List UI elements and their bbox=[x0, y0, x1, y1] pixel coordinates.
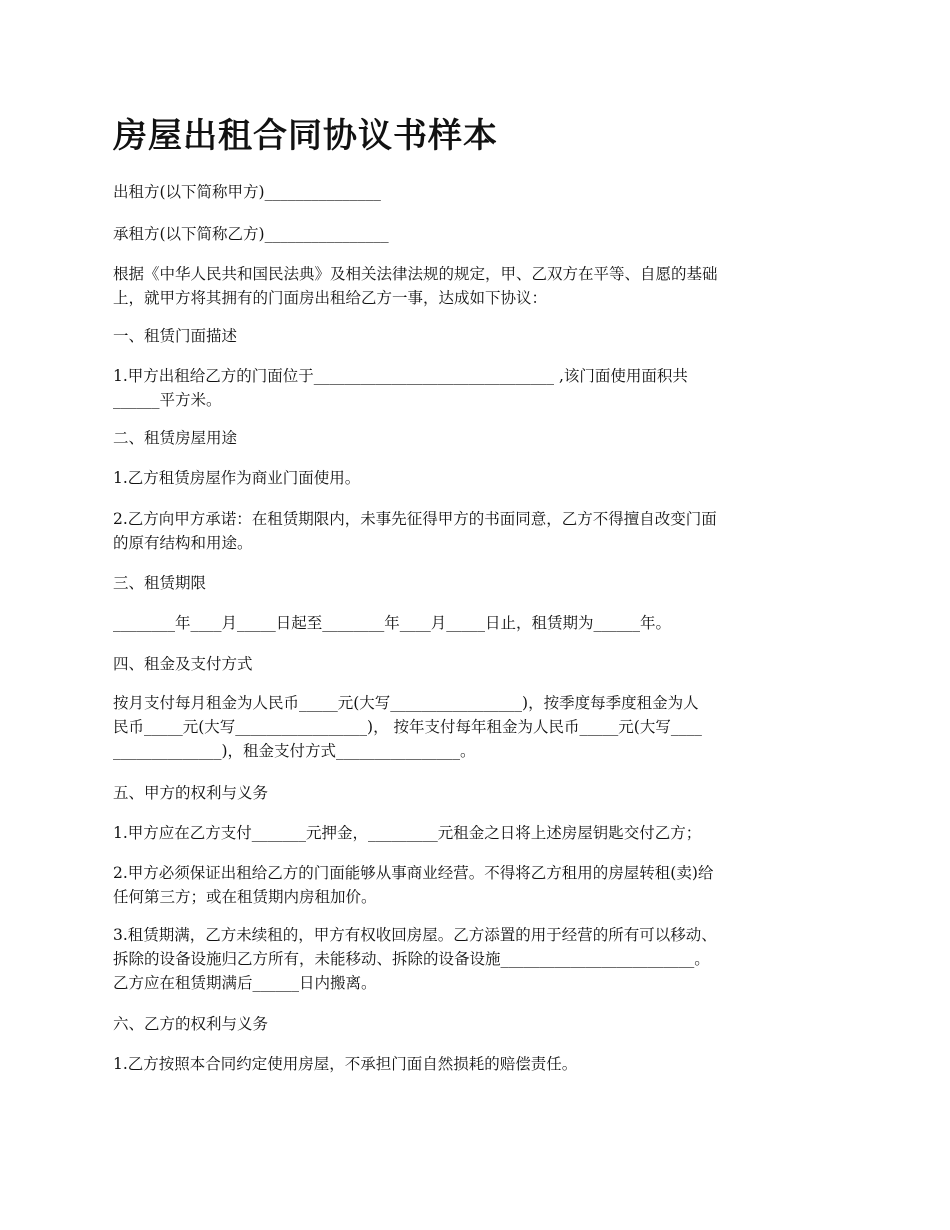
line: 六、乙方的权利与义务 bbox=[113, 1015, 269, 1033]
line: 1.乙方租赁房屋作为商业门面使用。 bbox=[113, 469, 361, 487]
section-heading-6 bbox=[113, 1012, 840, 1036]
line: 3.租赁期满，乙方未续租的，甲方有权收回房屋。乙方添置的用于经营的所有可以移动、 bbox=[113, 926, 717, 944]
paragraph-3-1 bbox=[113, 611, 840, 635]
line: 按月支付每月租金为人民币_____元(大写_________________)，按季度每季度租金为人 bbox=[113, 694, 699, 712]
paragraph-5-3 bbox=[113, 923, 840, 995]
line: 三、租赁期限 bbox=[113, 574, 207, 592]
paragraph-2-2 bbox=[113, 507, 840, 555]
paragraph-1-1 bbox=[113, 364, 840, 412]
paragraph-lessee bbox=[113, 222, 840, 246]
line: 2.甲方必须保证出租给乙方的门面能够从事商业经营。不得将乙方租用的房屋转租(卖)给 bbox=[113, 864, 714, 882]
line: 上，就甲方将其拥有的门面房出租给乙方一事，达成如下协议： bbox=[113, 289, 548, 307]
line: 任何第三方；或在租赁期内房租加价。 bbox=[113, 888, 377, 906]
line: 乙方应在租赁期满后______日内搬离。 bbox=[113, 974, 377, 992]
paragraph-2-1 bbox=[113, 466, 840, 490]
line: 承租方(以下简称乙方)________________ bbox=[113, 225, 389, 243]
line: 拆除的设备设施归乙方所有，未能移动、拆除的设备设施_________________________。 bbox=[113, 950, 710, 968]
line: 2.乙方向甲方承诺：在租赁期限内，未事先征得甲方的书面同意，乙方不得擅自改变门面 bbox=[113, 510, 717, 528]
line: ________年____月_____日起至________年____月_____日止，租赁期为______年。 bbox=[113, 614, 672, 632]
section-heading-4 bbox=[113, 652, 840, 676]
line: 五、甲方的权利与义务 bbox=[113, 784, 269, 802]
line: ______平方米。 bbox=[113, 391, 222, 409]
paragraph-5-2 bbox=[113, 861, 840, 909]
line: 1.乙方按照本合同约定使用房屋，不承担门面自然损耗的赔偿责任。 bbox=[113, 1055, 578, 1073]
line: 根据《中华人民共和国民法典》及相关法律法规的规定，甲、乙双方在平等、自愿的基础 bbox=[113, 265, 718, 283]
section-heading-5 bbox=[113, 781, 840, 805]
section-heading-2 bbox=[113, 426, 840, 450]
line: 1.甲方出租给乙方的门面位于_______________________________ ,该门面使用面积共 bbox=[113, 367, 688, 385]
line: 的原有结构和用途。 bbox=[113, 534, 253, 552]
line: 1.甲方应在乙方支付_______元押金，_________元租金之日将上述房屋钥匙交付乙方； bbox=[113, 824, 702, 842]
paragraph-preamble bbox=[113, 262, 840, 310]
line: 四、租金及支付方式 bbox=[113, 655, 253, 673]
line: 出租方(以下简称甲方)_______________ bbox=[113, 183, 381, 201]
line: 一、租赁门面描述 bbox=[113, 327, 238, 345]
paragraph-lessor bbox=[113, 180, 840, 204]
line: ______________)，租金支付方式________________。 bbox=[113, 742, 476, 760]
section-heading-1 bbox=[113, 324, 840, 348]
section-heading-3 bbox=[113, 571, 840, 595]
line: 二、租赁房屋用途 bbox=[113, 429, 238, 447]
paragraph-5-1 bbox=[113, 821, 840, 845]
line: 民币_____元(大写_________________)， 按年支付每年租金为人民币_____元(大写____ bbox=[113, 718, 702, 736]
paragraph-4-1 bbox=[113, 691, 840, 763]
paragraph-6-1 bbox=[113, 1052, 840, 1076]
document-title: 房屋出租合同协议书样本 bbox=[113, 116, 498, 156]
